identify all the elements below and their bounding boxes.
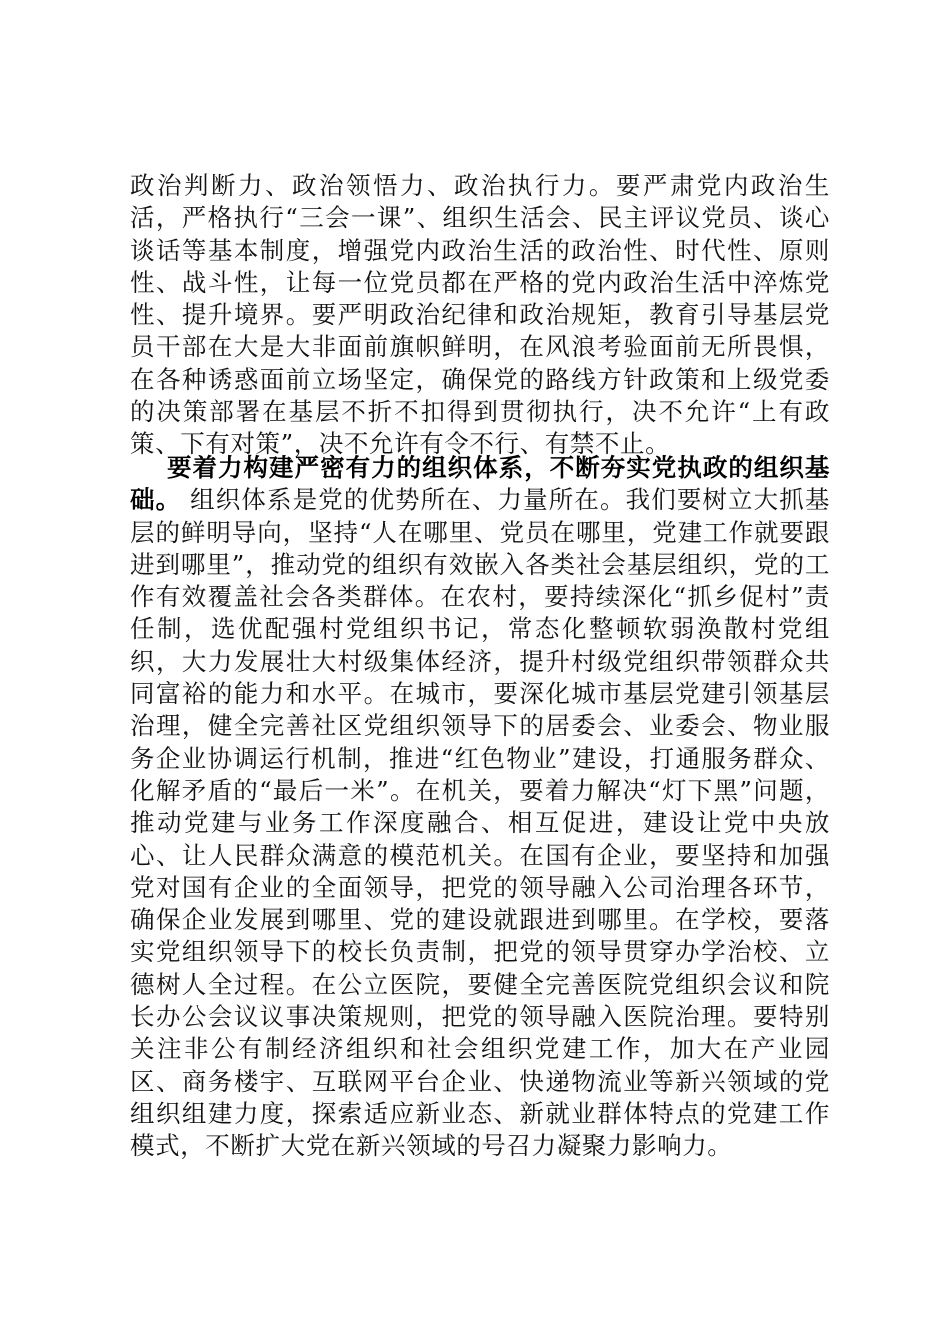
paragraph-2-body: 组织体系是党的优势所在、力量所在。我们要树立大抓基层的鲜明导向，坚持“人在哪里、党员在哪里，党建工作就要跟进到哪里”，推动党的组织有效嵌入各类社会基层组织，党的工作有效覆盖社会各类群体。在农村，要持续深化“抓乡促村”责任制，选优配强村党组织书记，常态化整顿软弱涣散村党组织，大力发展壮大村级集体经济，提升村级党组织带领群众共同富裕的能力和水平。在城市，要深化城市基层党建引领基层治理，健全完善社区党组织领导下的居委会、业委会、物业服务企业协调运行机制，推进“红色物业”建设，打通服务群众、化解矛盾的“最后一米”。在机关，要着力解决“灯下黑”问题，推动党建与业务工作深度融合、相互促进，建设让党中央放心、让人民群众满意的模范机关。在国有企业，要坚持和加强党对国有企业的全面领导，把党的领导融入公司治理各环节，确保企业发展到哪里、党的建设就跟进到哪里。在学校，要落实党组织领导下的校长负责制，把党的领导贯穿办学治校、立德树人全过程。在公立医院，要健全完善医院党组织会议和院长办公会议议事决策规则，把党的领导融入医院治理。要特别关注非公有制经济组织和社会组织党建工作，加大在产业园区、商务楼宇、互联网平台企业、快递物流业等新兴领域的党组织组建力度，探索适应新业态、新就业群体特点的党建工作模式，不断扩大党在新兴领域的号召力凝聚力影响力。 bbox=[130, 485, 830, 1161]
paragraph-1-body: 政治判断力、政治领悟力、政治执行力。要严肃党内政治生活，严格执行“三会一课”、组织生活会、民主评议党员、谈心谈话等基本制度，增强党内政治生活的政治性、时代性、原则性、战斗性，让每一位党员都在严格的党内政治生活中淬炼党性、提升境界。要严明政治纪律和政治规矩，教育引导基层党员干部在大是大非面前旗帜鲜明，在风浪考验面前无所畏惧，在各种诱惑面前立场坚定，确保党的路线方针政策和上级党委的决策部署在基层不折不扣得到贯彻执行，决不允许“上有政策、下有对策”，决不允许有令不行、有禁不止。 bbox=[130, 171, 830, 459]
paragraph-2 bbox=[130, 452, 830, 1163]
paragraph-1 bbox=[130, 170, 830, 461]
paragraph-2-lead-heading: 要着力构建严密有力的组织体系，不断夯实党执政的组织基础。 bbox=[130, 453, 830, 515]
